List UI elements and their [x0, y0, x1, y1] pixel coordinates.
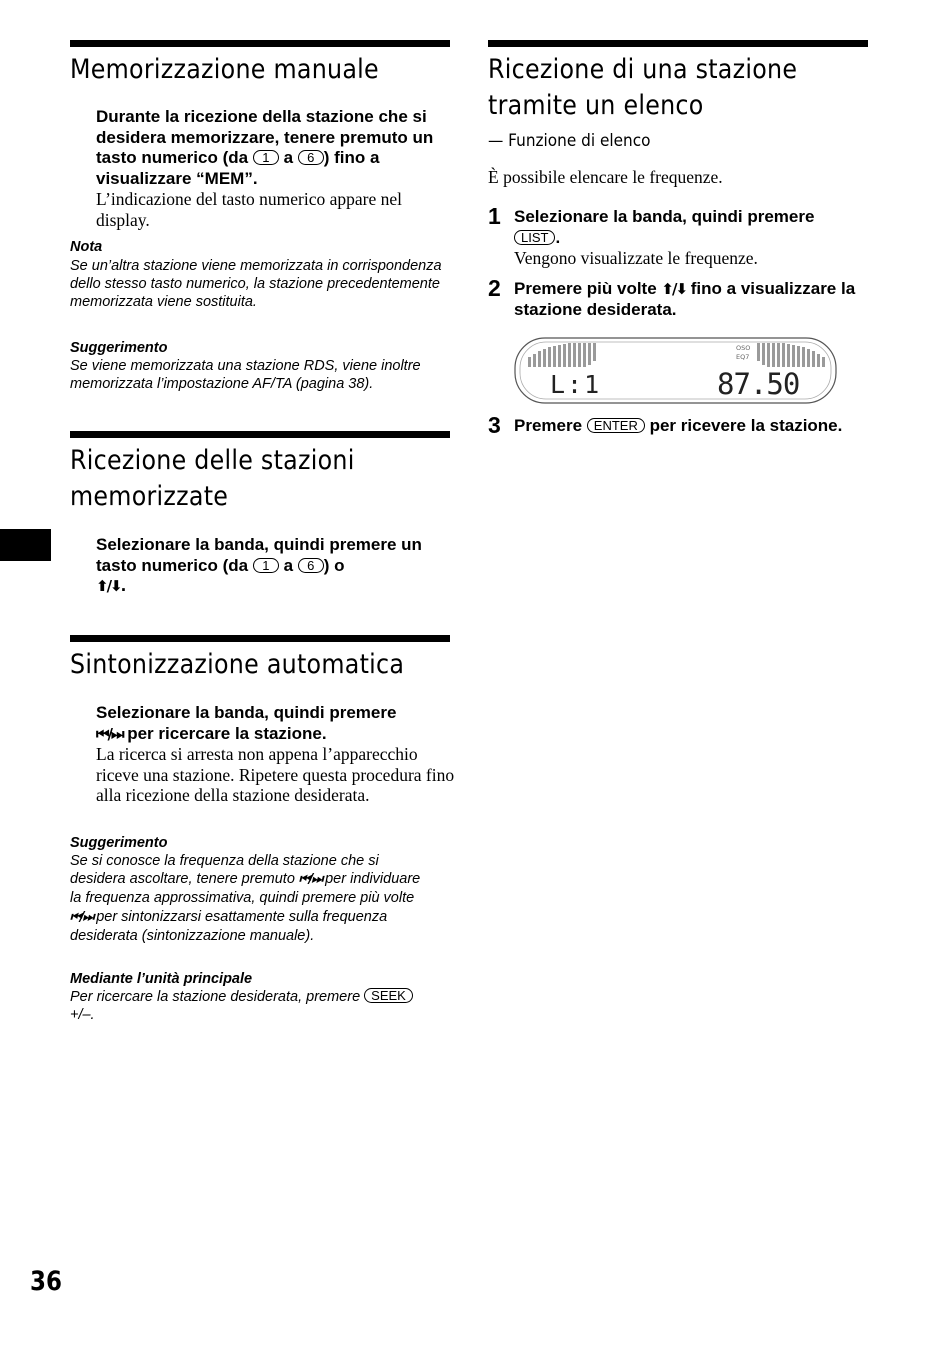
instruction-text: fino a visualizzare la stazione desiderata.	[514, 279, 856, 319]
page-number: 36	[30, 1266, 62, 1297]
up-down-arrow-icon: ⬆/⬇	[661, 280, 687, 298]
instruction-memorizzazione	[96, 107, 454, 189]
section-title-ricezione-line1: Ricezione delle stazioni	[70, 445, 355, 476]
instruction-text: a	[283, 148, 294, 167]
skip-buttons-icon: ⏮/⏭	[70, 909, 93, 925]
tip-text: Se viene memorizzata una stazione RDS, viene inoltre memorizzata l’impostazione AF/TA (pagina 38).	[70, 358, 421, 393]
step-number: 1	[488, 203, 501, 229]
key-6: 6	[298, 558, 324, 573]
section-rule	[70, 635, 450, 642]
body-text: L’indicazione del tasto numerico appare nel display.	[96, 189, 402, 230]
instruction-text: ) fino a visualizzare “MEM”.	[96, 148, 380, 188]
step-number: 3	[488, 412, 501, 438]
section-title-memorizzazione: Memorizzazione manuale	[70, 54, 379, 85]
enter-key: ENTER	[587, 418, 645, 433]
instruction-text: Premere	[514, 416, 583, 435]
chapter-thumb-tab	[0, 529, 51, 561]
lcd-label-bottom: EQ7	[736, 353, 750, 361]
section-rule	[70, 431, 450, 438]
key-6: 6	[298, 150, 324, 165]
instruction-ricezione	[96, 535, 454, 597]
section-title-sintonizzazione: Sintonizzazione automatica	[70, 649, 405, 680]
lcd-label-top: OSO	[736, 344, 751, 352]
lcd-preset: L:1	[550, 370, 602, 399]
skip-buttons-icon: ⏮/⏭	[96, 724, 123, 743]
tip-title: Suggerimento	[70, 835, 168, 851]
instruction-text: Premere più volte	[514, 279, 657, 298]
seek-key: SEEK	[364, 988, 413, 1003]
section-subtitle: — Funzione di elenco	[488, 131, 651, 151]
body-text: La ricerca si arresta non appena l’apparecchio riceve una stazione. Ripetere questa procedura fino alla ricezione della stazione desiderata.	[96, 744, 455, 805]
lcd-display-illustration	[514, 337, 837, 404]
section-title-elenco-line2: tramite un elenco	[488, 90, 704, 121]
main-unit-text	[70, 988, 450, 1024]
up-down-arrow-icon: ⬆/⬇.	[96, 577, 125, 595]
main-unit-title: Mediante l’unità principale	[70, 971, 253, 987]
note-title: Nota	[70, 239, 103, 255]
instruction-text: per ricevere la stazione.	[649, 416, 843, 435]
key-1: 1	[253, 558, 279, 573]
instruction-text: Selezionare la banda, quindi premere	[96, 703, 397, 722]
step2-instruction	[514, 279, 872, 320]
main-unit-text-part: Per ricercare la stazione desiderata, premere	[70, 989, 361, 1005]
instruction-text: Durante la ricezione della stazione che si desidera memorizzare, tenere premuto un tasto numerico (da	[96, 107, 434, 167]
tip-text-part: per sintonizzarsi esattamente sulla frequenza desiderata (sintonizzazione manuale).	[70, 908, 388, 944]
instruction-text: a	[283, 555, 294, 575]
section-rule	[70, 40, 450, 47]
intro-text: È possibile elencare le frequenze.	[488, 167, 723, 187]
tip-text-part: per individuare la frequenza approssimativa, quindi premere più volte	[70, 871, 421, 907]
main-unit-text-part: +/–.	[70, 1007, 95, 1024]
instruction-text: .	[555, 227, 561, 247]
step-number: 2	[488, 275, 501, 301]
instruction-sintonizzazione	[96, 703, 454, 744]
list-key: LIST	[514, 230, 555, 245]
lcd-display-frame	[514, 337, 837, 404]
step1-body: Vengono visualizzate le frequenze.	[514, 248, 758, 268]
tip-text-part: Se si conosce la frequenza della stazione che si desidera ascoltare, tenere premuto	[70, 853, 379, 888]
key-1: 1	[253, 150, 279, 165]
note-text: Se un’altra stazione viene memorizzata in corrispondenza dello stesso tasto numerico, la stazione precedentemente memorizzata viene sostituita.	[70, 258, 442, 311]
tip-title: Suggerimento	[70, 340, 168, 356]
section-title-ricezione-line2: memorizzate	[70, 481, 229, 512]
instruction-text: per ricercare la stazione.	[127, 723, 327, 743]
step1-instruction	[514, 207, 872, 248]
section-title-elenco-line1: Ricezione di una stazione	[488, 54, 798, 85]
lcd-frequency: 87.50	[717, 367, 800, 401]
instruction-text: Selezionare la banda, quindi premere un tasto numerico (da	[96, 535, 422, 575]
step3-instruction	[514, 416, 872, 437]
instruction-text: Selezionare la banda, quindi premere	[514, 207, 815, 226]
tip-text	[70, 852, 430, 945]
instruction-text: ) o	[323, 555, 345, 575]
skip-buttons-icon: ⏮/⏭	[298, 872, 322, 888]
section-rule	[488, 40, 868, 47]
